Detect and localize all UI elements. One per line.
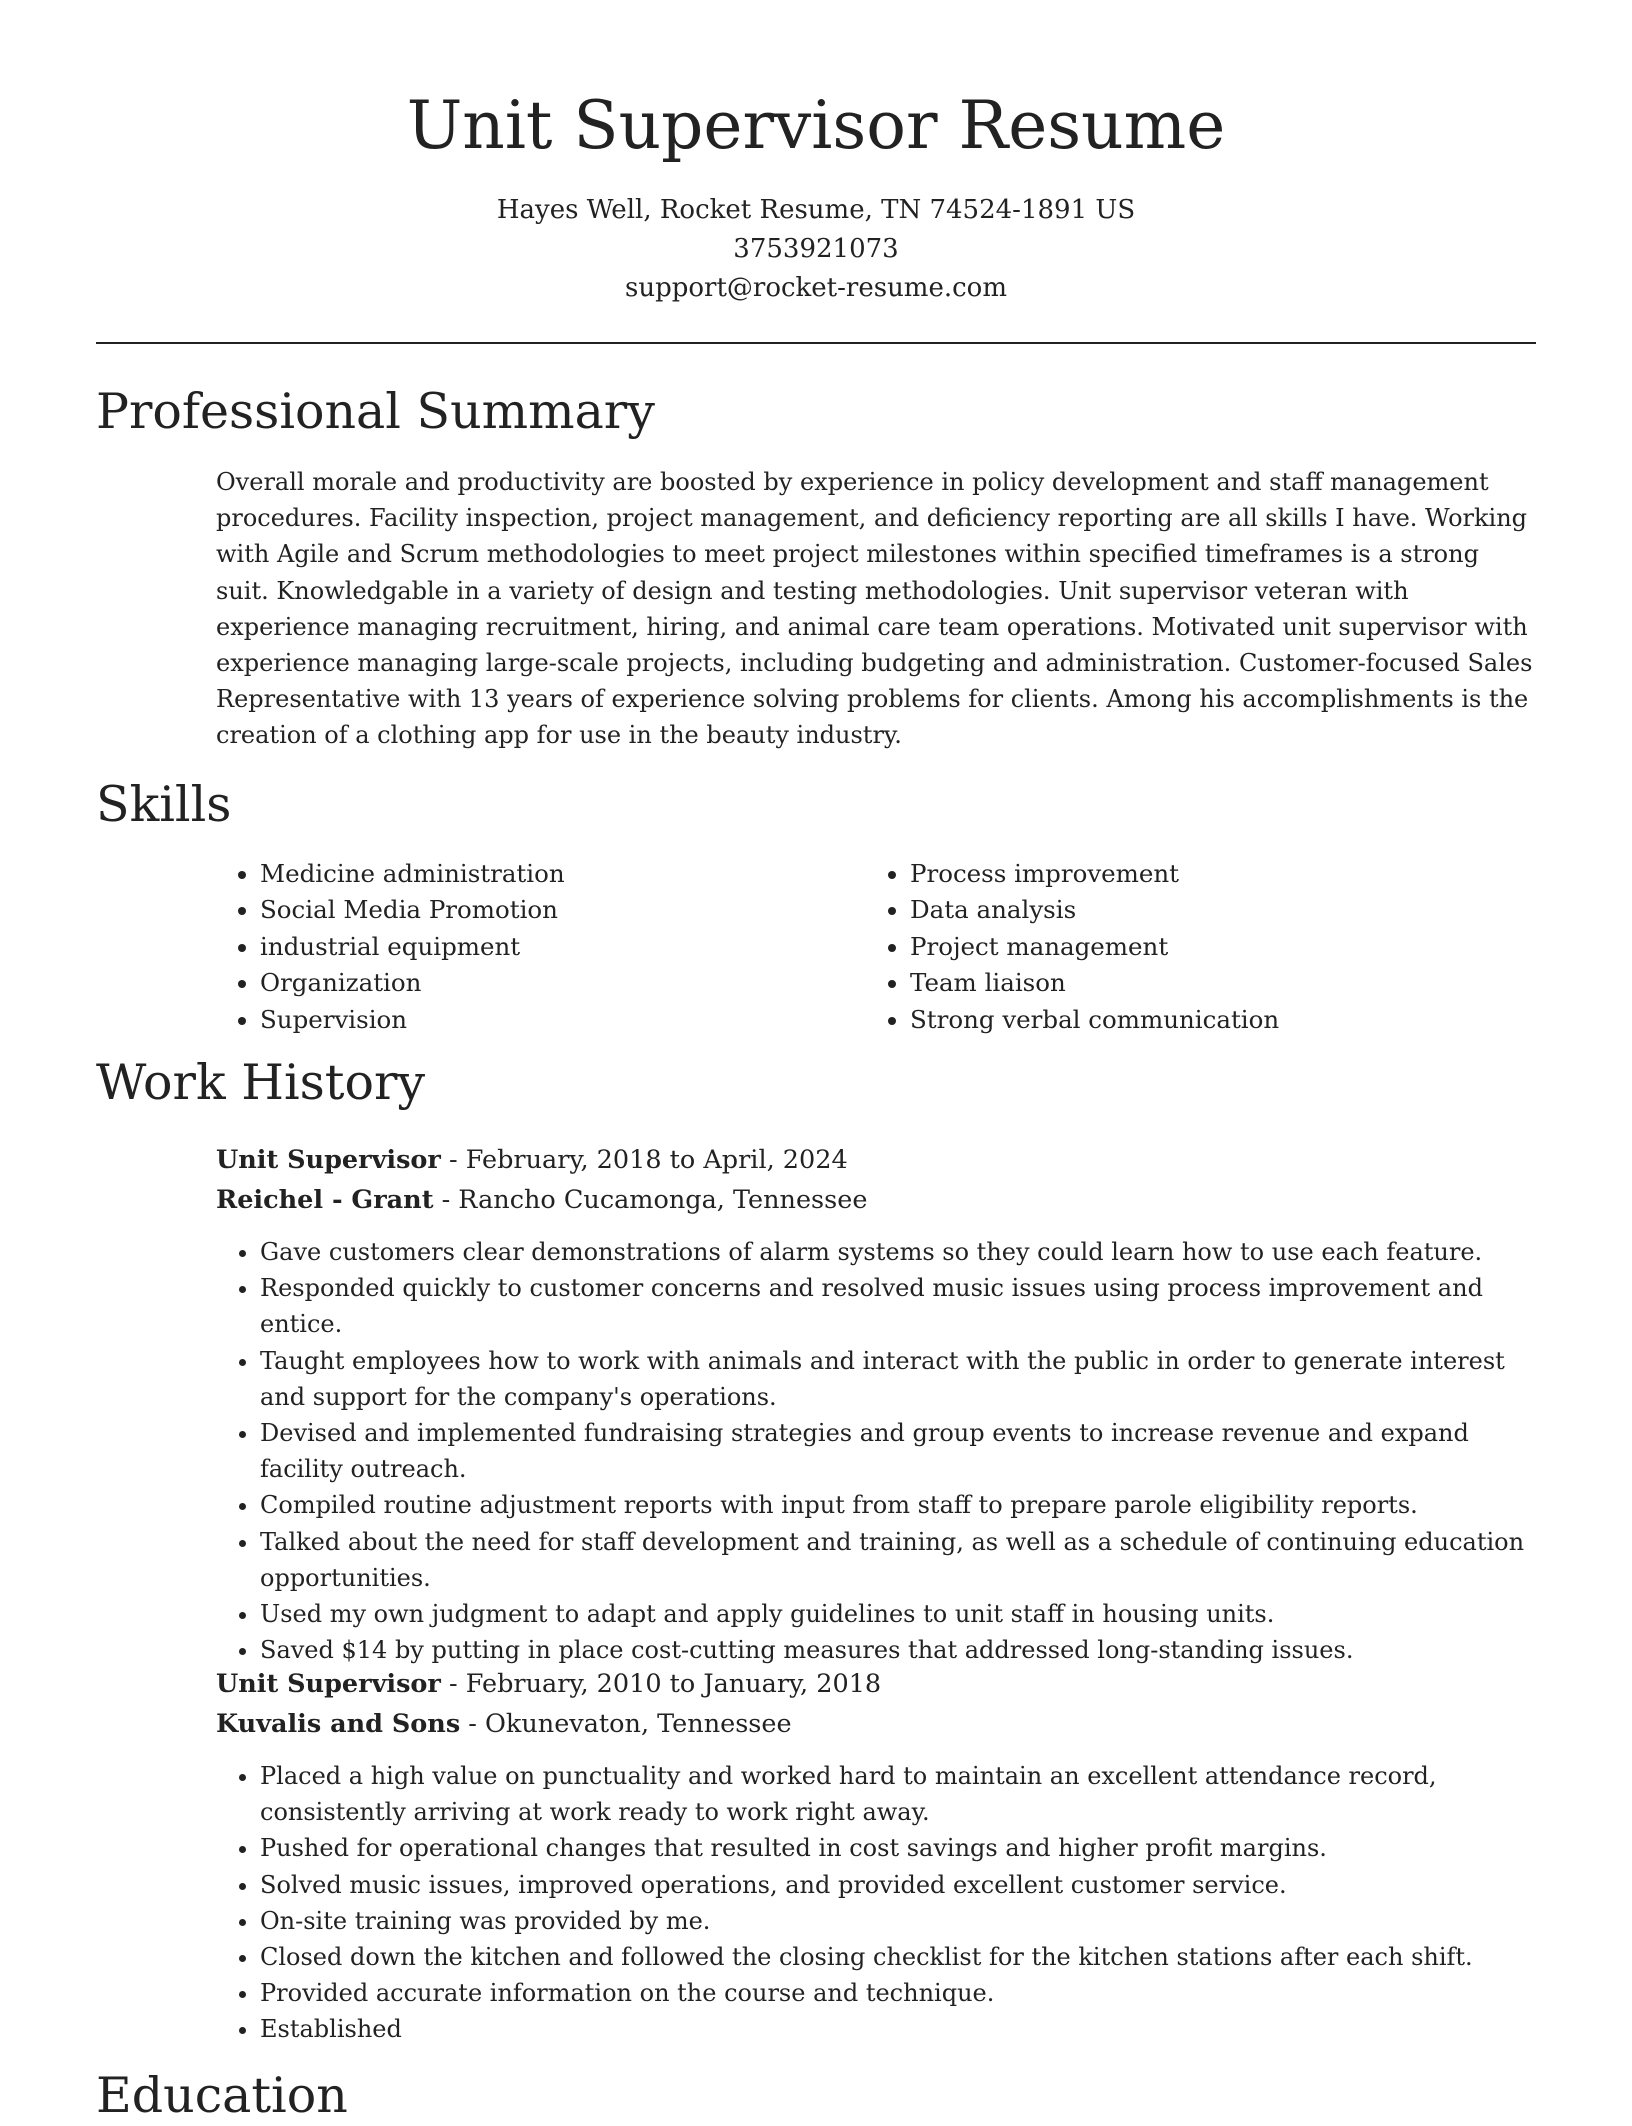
skill-item: • Team liaison — [910, 965, 1516, 1001]
skill-item: • Social Media Promotion — [260, 892, 866, 928]
skill-item: • Medicine administration — [260, 856, 866, 892]
job-org-line — [216, 1180, 1536, 1220]
summary-text: Overall morale and productivity are boosted by experience in policy development and staff management procedures. Facility inspection, project management, and deficiency reporting are all skills I have. Working with Agile and Scrum methodologies to meet project milestones within specified timeframes is a strong suit. Knowledgable in a variety of design and testing methodologies. Unit supervisor veteran with experience managing recruitment, hiring, and animal care team operations. Motivated unit supervisor with experience managing large-scale projects, including budgeting and administration. Customer-focused Sales Representative with 13 years of experience solving problems for clients. Among his accomplishments is the creation of a clothing app for use in the beauty industry. — [216, 468, 1533, 750]
job-location: - Okunevaton, Tennessee — [460, 1709, 792, 1739]
job-dates: - February, 2010 to January, 2018 — [440, 1669, 882, 1699]
resume-title: Unit Supervisor Resume — [406, 87, 1226, 164]
job-bullet: • Talked about the need for staff development and training, as well as a schedule of continuing education opportunities. — [260, 1524, 1536, 1596]
job-role-line — [216, 1664, 1536, 1704]
job-company: Reichel - Grant — [216, 1185, 434, 1215]
skills-heading: Skills — [96, 776, 232, 833]
job-bullet: • Provided accurate information on the course and technique. — [260, 1975, 1536, 2011]
skill-item: • Project management — [910, 929, 1516, 965]
job-bullet: • On-site training was provided by me. — [260, 1903, 1536, 1939]
job-title: Unit Supervisor — [216, 1669, 441, 1699]
contact-phone: 3753921073 — [733, 234, 899, 264]
skill-item: • Organization — [260, 965, 866, 1001]
skill-item: • Strong verbal communication — [910, 1002, 1516, 1038]
contact-block — [96, 191, 1536, 308]
skills-list — [216, 856, 1536, 1038]
work-history-heading: Work History — [96, 1054, 426, 1111]
job-bullet: • Closed down the kitchen and followed the closing checklist for the kitchen stations after each shift. — [260, 1939, 1536, 1975]
job-entry — [216, 1140, 1536, 1668]
skill-item: • Process improvement — [910, 856, 1516, 892]
job-bullet: • Responded quickly to customer concerns and resolved music issues using process improvement and entice. — [260, 1270, 1536, 1342]
contact-email: support@rocket-resume.com — [624, 273, 1007, 303]
job-bullet: • Pushed for operational changes that resulted in cost savings and higher profit margins. — [260, 1830, 1536, 1866]
skills-column-left — [216, 856, 866, 1038]
contact-address: Hayes Well, Rocket Resume, TN 74524-1891 US — [496, 195, 1136, 225]
job-bullet: • Solved music issues, improved operations, and provided excellent customer service. — [260, 1867, 1536, 1903]
job-bullet: • Placed a high value on punctuality and worked hard to maintain an excellent attendance record, consistently arriving at work ready to work right away. — [260, 1758, 1536, 1830]
job-bullet: • Saved $14 by putting in place cost-cutting measures that addressed long-standing issues. — [260, 1632, 1536, 1668]
job-entry — [216, 1664, 1536, 2048]
job-dates: - February, 2018 to April, 2024 — [440, 1145, 848, 1175]
job-bullet: • Used my own judgment to adapt and apply guidelines to unit staff in housing units. — [260, 1596, 1536, 1632]
job-bullets — [216, 1758, 1536, 2048]
job-role-line — [216, 1140, 1536, 1180]
education-heading: Education — [96, 2067, 348, 2124]
job-location: - Rancho Cucamonga, Tennessee — [433, 1185, 868, 1215]
job-org-line — [216, 1704, 1536, 1744]
job-bullet: • Devised and implemented fundraising strategies and group events to increase revenue and expand facility outreach. — [260, 1415, 1536, 1487]
job-bullet: • Compiled routine adjustment reports with input from staff to prepare parole eligibility reports. — [260, 1487, 1536, 1523]
skill-item: • Data analysis — [910, 892, 1516, 928]
job-title: Unit Supervisor — [216, 1145, 441, 1175]
header-divider — [96, 342, 1536, 344]
summary-heading: Professional Summary — [96, 383, 655, 440]
job-company: Kuvalis and Sons — [216, 1709, 461, 1739]
job-bullet: • Established — [260, 2011, 1536, 2047]
job-bullet: • Taught employees how to work with animals and interact with the public in order to generate interest and support for the company's operations. — [260, 1343, 1536, 1415]
job-bullets — [216, 1234, 1536, 1668]
job-bullet: • Gave customers clear demonstrations of alarm systems so they could learn how to use each feature. — [260, 1234, 1536, 1270]
skills-column-right — [866, 856, 1516, 1038]
skill-item: • industrial equipment — [260, 929, 866, 965]
skill-item: • Supervision — [260, 1002, 866, 1038]
